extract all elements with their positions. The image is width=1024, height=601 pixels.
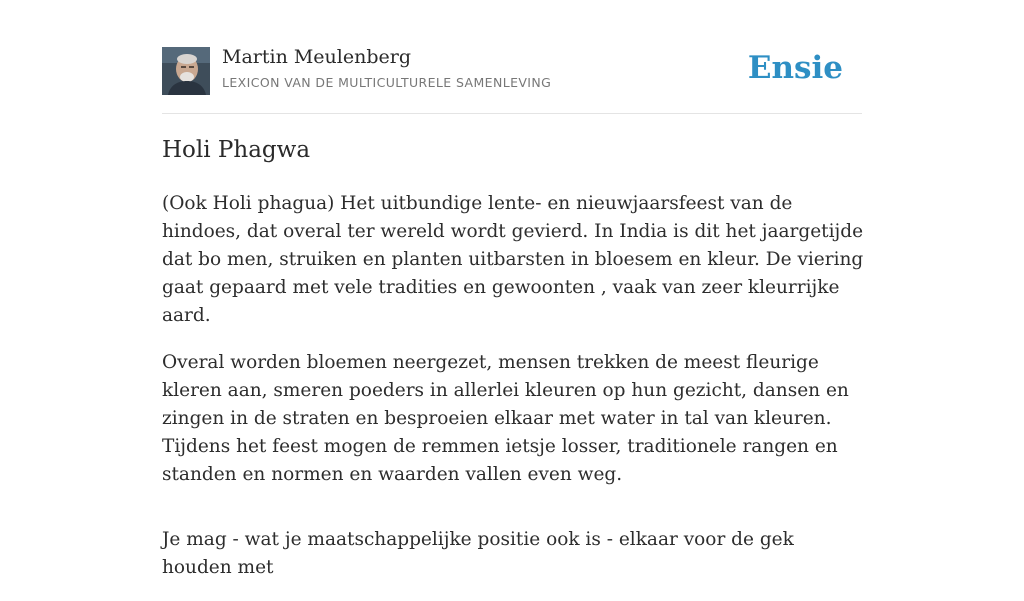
article-paragraph: Overal worden bloemen neergezet, mensen trekken de meest fleurige kleren aan, smeren poeders in allerlei kleuren op hun gezicht, dansen en zingen in de straten en besproeien elkaar met water in tal van kleuren. Tijdens het feest mogen de remmen ietsje losser, traditionele rangen en standen en normen en waarden vallen even weg. <box>162 352 849 485</box>
author-photo <box>162 47 210 95</box>
header-divider <box>162 113 862 114</box>
author-avatar[interactable] <box>162 47 210 95</box>
article-paragraph: (Ook Holi phagua) Het uitbundige lente- en nieuwjaarsfeest van de hindoes, dat overal ter wereld wordt gevierd. In India is dit het jaargetijde dat bo men, struiken en planten uitbarsten in bloesem en kleur. De viering gaat gepaard met vele tradities en gewoonten , vaak van zeer kleurrijke aard. <box>162 193 864 326</box>
article-header <box>162 46 862 96</box>
article-body <box>162 190 868 601</box>
brand-logo[interactable]: Ensie <box>747 50 843 86</box>
article-paragraph: Je mag - wat je maatschappelijke positie ook is - elkaar voor de gek houden met <box>162 529 794 578</box>
author-subtitle[interactable]: LEXICON VAN DE MULTICULTURELE SAMENLEVING <box>222 75 552 90</box>
article-title: Holi Phagwa <box>162 137 311 163</box>
author-name[interactable]: Martin Meulenberg <box>222 46 411 68</box>
